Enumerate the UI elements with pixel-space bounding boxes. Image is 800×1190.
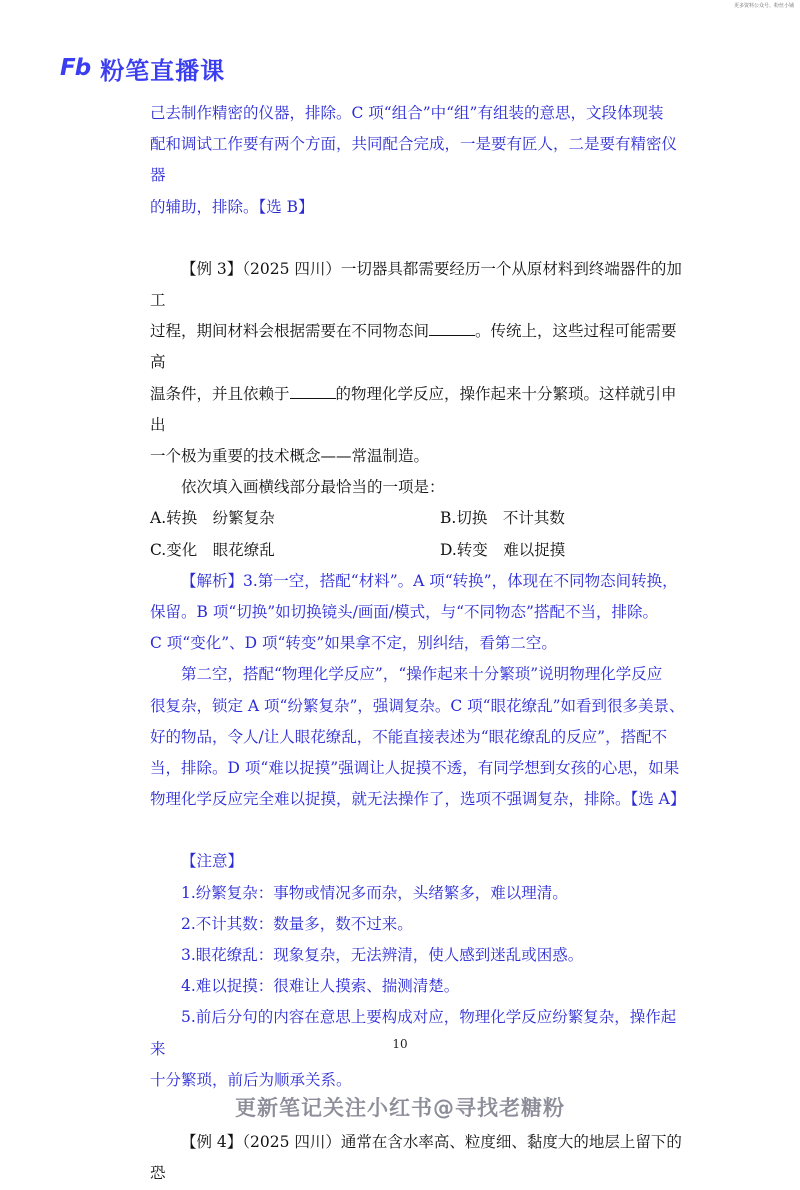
note-item: 2.不计其数：数量多，数不过来。: [181, 914, 413, 933]
footer-watermark-banner: 更新笔记关注小红书@寻找老糖粉: [235, 1096, 565, 1120]
logo-text: 粉笔直播课: [100, 56, 226, 85]
text-line: 过程，期间材料会根据需要在不同物态间 。传统上，这些过程可能需要高: [150, 322, 677, 372]
brand-logo: [58, 53, 225, 83]
option-c: C.变化 眼花缭乱: [150, 540, 275, 559]
note-item: 1.纷繁复杂：事物或情况多而杂，头绪繁多，难以理清。: [181, 883, 568, 902]
notes-section: [150, 846, 685, 1096]
corner-note: 更多资料公众号、粉丝小铺: [733, 3, 794, 9]
fill-blank: [429, 321, 475, 336]
note-item: 3.眼花缭乱：现象复杂，无法辨清，使人感到迷乱或困惑。: [181, 946, 584, 965]
text-line: 好的物品，令人/让人眼花缭乱，不能直接表述为“眼花缭乱的反应”，搭配不: [150, 727, 668, 746]
logo-mark-icon: Fb: [60, 55, 91, 81]
document-body: [150, 98, 685, 1190]
answer-options: [150, 503, 685, 565]
spacer: [150, 815, 685, 846]
text-line: 当，排除。D 项“难以捉摸”强调让人捉摸不透，有同学想到女孩的心思，如果: [150, 759, 680, 778]
notes-title: 【注意】: [181, 852, 244, 871]
example-4-question: 【例 4】（2025 四川）通常在含水率高、粒度细、黏度大的地层上留下的恐: [150, 1133, 682, 1183]
text-line: 物理化学反应完全难以捉摸，就无法操作了，选项不强调复杂，排除。【选 A】: [150, 790, 686, 809]
text-line: 配和调试工作要有两个方面，共同配合完成，一是要有匠人，二是要有精密仪器: [150, 135, 678, 185]
page-number: 10: [392, 1037, 408, 1051]
question-prompt: 依次填入画横线部分最恰当的一项是：: [181, 478, 445, 497]
text-line: 一个极为重要的技术概念——常温制造。: [150, 447, 430, 466]
option-a: A.转换 纷繁复杂: [150, 509, 275, 528]
text-line: C 项“变化”、D 项“转变”如果拿不定，别纠结，看第二空。: [150, 634, 557, 653]
text-line: 的辅助，排除。【选 B】: [150, 197, 314, 216]
text-line: 己去制作精密的仪器，排除。C 项“组合”中“组”有组装的意思，文段体现装: [150, 104, 664, 122]
text-line: 【解析】3.第一空，搭配“材料”。A 项“转换”，体现在不同物态间转换，: [181, 571, 678, 590]
text-line: 保留。B 项“切换”如切换镜头/画面/模式，与“不同物态”搭配不当，排除。: [150, 603, 658, 622]
fill-blank: [290, 384, 336, 399]
text-line: 第二空，搭配“物理化学反应”，“操作起来十分繁琐”说明物理化学反应: [181, 665, 663, 684]
text-line: 很复杂，锁定 A 项“纷繁复杂”，强调复杂。C 项“眼花缭乱”如看到很多美景、: [150, 696, 685, 715]
spacer: [150, 223, 685, 254]
note-item: 十分繁琐，前后为顺承关系。: [150, 1070, 352, 1089]
example-3-question: [150, 254, 685, 566]
previous-analysis-continued: [150, 98, 685, 223]
option-b: B.切换 不计其数: [440, 509, 565, 528]
option-d: D.转变 难以捉摸: [440, 540, 566, 559]
note-item: 5.前后分句的内容在意思上要构成对应，物理化学反应纷繁复杂，操作起来: [150, 1008, 677, 1058]
example-3-analysis: [150, 566, 685, 816]
text-line: 【例 3】（2025 四川）一切器具都需要经历一个从原材料到终端器件的加工: [150, 259, 682, 310]
text-line: 温条件，并且依赖于 的物理化学反应，操作起来十分繁琐。这样就引申出: [150, 384, 677, 434]
note-item: 4.难以捉摸：很难让人摸索、揣测清楚。: [181, 977, 460, 996]
